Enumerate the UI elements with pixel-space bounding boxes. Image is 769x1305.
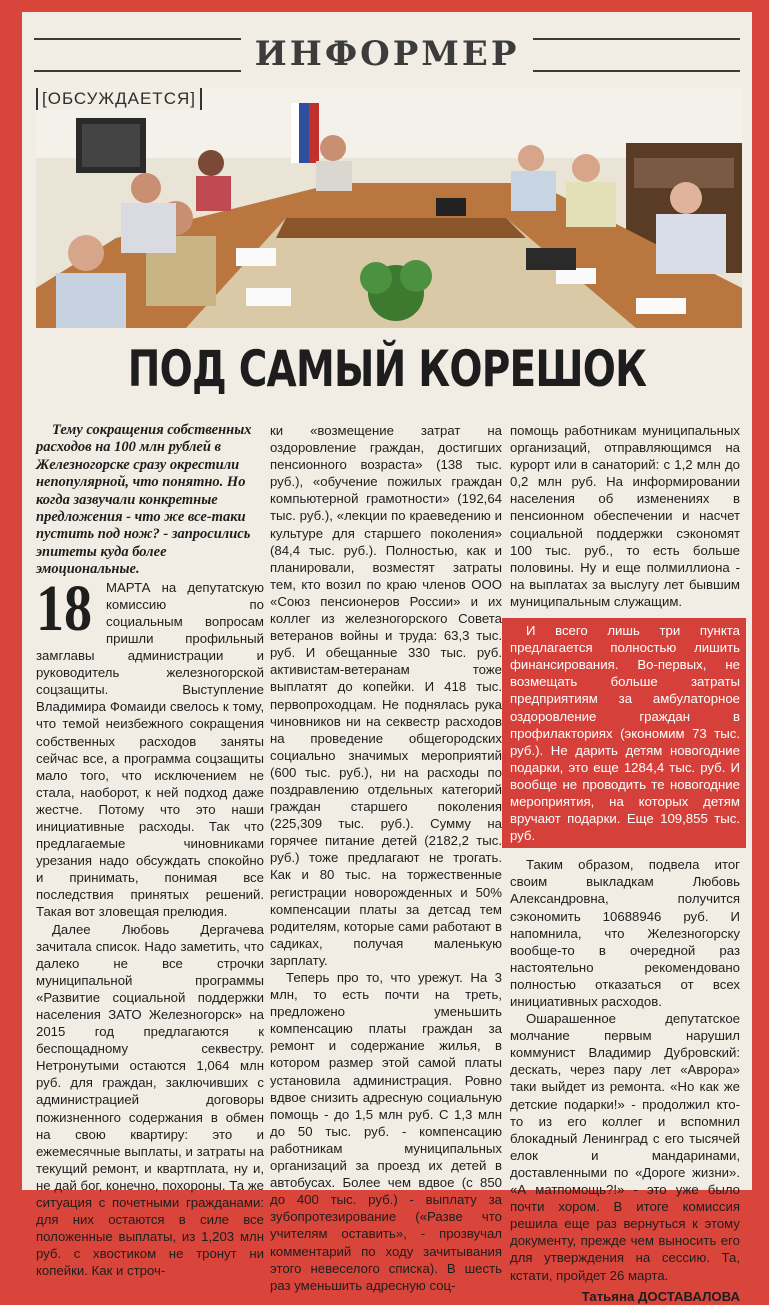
article-headline: ПОД САМЫЙ КОРЕШОК	[127, 340, 647, 398]
article-author: Татьяна ДОСТАВАЛОВА	[581, 1288, 740, 1304]
article-paragraph: Далее Любовь Дергачева зачитала список. Надо заметить, что далеко не все строчки муниципальной программы «Развитие социальной поддержки населения ЗАТО Железногорск» на 2015 год предлагаются к беспощадному секвестру. Нетронутыми остаются 1,064 млн руб. для граждан, заключивших с администрацией договоры пожизненного содержания в обмен на свою квартиру: это и ежемесячные выплаты, и затраты на текущий ремонт, и квартплата, ну и, не дай бог, конечно, похороны. Та же ситуация с почетными гражданами: для них остаются в силе все положенные выплаты, из 1,203 млн руб. с хвостиком не тронут ни копейки. Как и строч-	[36, 921, 264, 1279]
article-column-1	[36, 422, 264, 1280]
highlight-paragraph: И всего лишь три пункта предлагается полностью лишить финансирования. Во-первых, не возмещать больше затраты предприятиям за амбулаторное оздоровление граждан в профилакториях (экономим 73 тыс. руб.). Не дарить детям новогодние подарки, это еще 1284,4 тыс. руб. И вообще не проводить те новогодние мероприятия, на которых детям вручают подарки. Еще 109,855 тыс. руб.	[510, 623, 740, 844]
drop-cap: 18	[36, 571, 93, 645]
article-paragraph: Ошарашенное депутатское молчание первым нарушил коммунист Владимир Дубровский: дескать, через пару лет «Аврора» таки выйдет из ремонта. «Но как же детские подарки!» - продолжил кто-то из его коллег и вспомнил блокадный Ленинград с его тысячей елок и мандаринами, доставленными по «Дороге жизни». «А матпомощь?!» - это уже было почти хором. В итоге комиссия решила еще раз вернуться к этому документу, прежде чем выносить его для утверждения на сессию. Та, кстати, пройдет 26 марта.	[510, 1011, 740, 1283]
article-paragraph: Теперь про то, что урежут. На 3 млн, то есть почти на треть, предложено уменьшить компенсацию платы граждан за ремонт и содержание жилья, в котором размер этой самой платы установила администрация. Ровно вдвое снизить адресную социальную помощь - до 1,5 млн руб. С 1,3 млн до 50 тыс. руб. - компенсацию работникам муниципальных организаций за проезд их детей в автобусах. Более чем вдвое (с 850 до 400 тыс. руб.) - выплату за зубопротезирование («Разве что учителям оставить», - прозвучал комментарий по ходу зачитывания этого невеселого списка). В шесть раз уменьшить адресную соц-	[270, 970, 502, 1293]
meeting-photo	[36, 88, 742, 328]
article-lead: Тему сокращения собственных расходов на 100 млн рублей в Железногорске сразу окрестили непопулярной, что понятно. Но когда зазвучали конкретные предложения - что же все-таки пустить под нож? - запросились эпитеты куда более эмоциональные.	[36, 422, 252, 578]
highlight-box	[502, 618, 746, 848]
article-paragraph: Таким образом, подвела итог своим выкладкам Любовь Александровна, получится сэкономить 10688946 руб. И напомнила, что Железногорску вообще-то в очередной раз настоятельно рекомендовано полностью отказаться от всех инициативных расходов.	[510, 857, 740, 1009]
article-column-2	[270, 422, 502, 1294]
article-paragraph: 18 МАРТА на депутатскую комиссию по социальным вопросам пришли профильный замглавы администрации и руководитель железногорской соцзащиты. Выступление Владимира Фомаиди свелось к тому, что темой неизбежного сокращения собственных расходов заняты сейчас все, а программа соцзащиты мало того, что исключением не стала, наоборот, к ней подход даже жестче. Потому что это наши инициативные расходы. Так что предлагаемые чиновниками урезания надо обсуждать спокойно и принимать, понимая все последствия принятых решений. Такая вот зловещая прелюдия.	[36, 571, 264, 920]
section-masthead	[22, 30, 752, 80]
article-column-3	[510, 422, 740, 1305]
rubric-label: [ОБСУЖДАЕТСЯ]	[36, 88, 202, 110]
meeting-photo-illustration	[36, 88, 742, 328]
newspaper-page	[22, 12, 752, 1304]
article-paragraph: ки «возмещение затрат на оздоровление граждан, достигших пенсионного возраста» (138 тыс. руб.), «обучение пожилых граждан компьютерной грамотности» (192,64 тыс. руб.), «лекции по краеведению и культуре для старшего поколения» (84,4 тыс. руб.). Полностью, как и планировали, возместят затраты тем, кто возил по краю членов ООО «Союз пенсионеров России» и их коллег из железногорского Совета ветеранов войны и труда: 63,3 тыс. руб. И обещанные 330 тыс. руб. активистам-ветеранам тоже выплатят до копейки. И 418 тыс. первопроходцам. Не поднялась рука чиновников ни на секвестр расходов на проведение общегородских социально значимых мероприятий (600 тыс. руб.), ни на расходы по поздравлению отдельных категорий граждан старшего поколения (225,309 тыс. руб.). Сумму на горячее питание детей (2182,2 тыс. руб.) тоже предлагают не трогать. Как и 80 тыс. на торжественные регистрации новорожденных и 50% компенсации платы за детсад тем родителям, которые сами работают в садиках, получая маленькую зарплату.	[270, 423, 502, 968]
section-title: ИНФОРМЕР	[22, 34, 752, 74]
article-paragraph: помощь работникам муниципальных организаций, отправляющимся на курорт или в санаторий: с 1,2 млн до 0,2 млн руб. На информировании населения об изменениях в пенсионном обеспечении и насчет социальной поддержки сэкономят 100 тыс. руб., то есть больше половины. Ну и еще полмиллиона - на выплатах за выслугу лет бывшим муниципальным служащим.	[510, 423, 740, 609]
